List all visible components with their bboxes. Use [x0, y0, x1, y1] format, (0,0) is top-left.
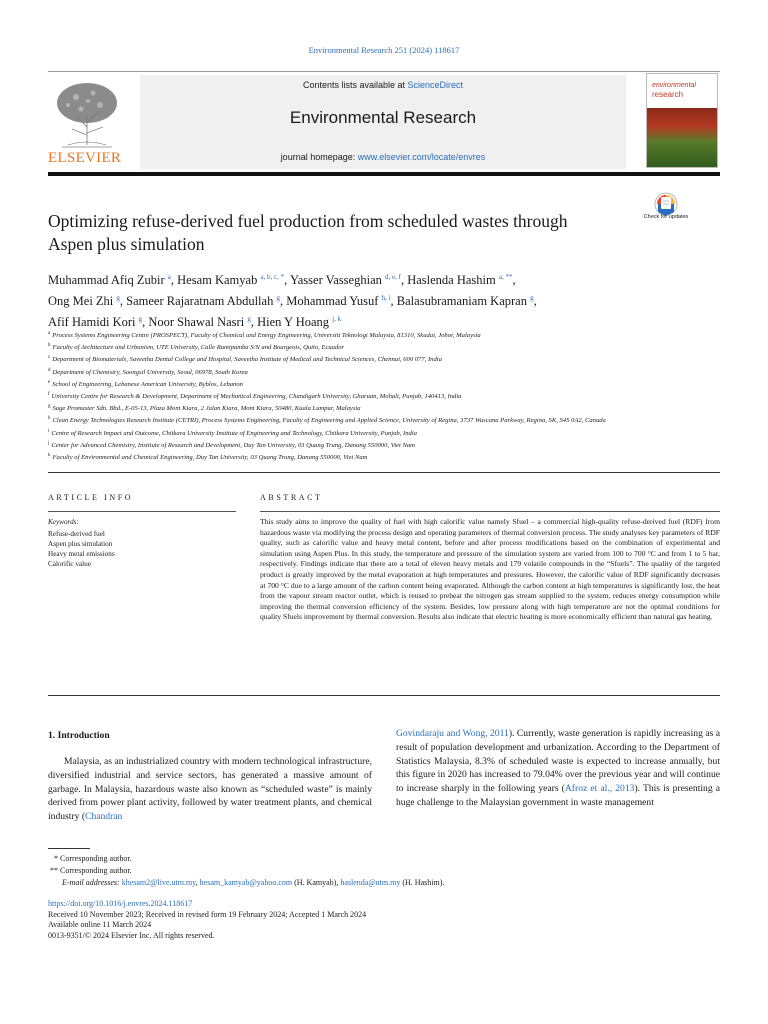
available-online: Available online 11 March 2024 [48, 920, 152, 929]
intro-left-text: Malaysia, as an industrialized country with modern technological infrastructure, diversified industrial and service sectors, has generated a massive amount of garbage. In Malaysia, hazardous waste also known as “scheduled waste” is mainly derived from power plant activity, followed by water treatment plants, and chemical industry ( [48, 756, 372, 823]
title-line-2: Aspen plus simulation [48, 234, 205, 254]
affiliation-text: School of Engineering, Lebanese American University, Byblos, Lebanon [52, 380, 243, 388]
author-name: Balasubramaniam Kapran [396, 294, 527, 309]
affiliation-text: Clean Energy Technologies Research Institute (CETRI), Process Systems Engineering, Faculty of Engineering and Applied Science, University of Regina, 3737 Wascana Parkway, Regina, SK, S4S 0A2, Canada [52, 417, 606, 425]
affiliation-mark: b [48, 343, 51, 349]
affiliation-mark: j [48, 440, 50, 446]
affiliation-mark: g [48, 404, 51, 410]
journal-title: Environmental Research [289, 108, 477, 127]
intro-right-column [396, 727, 720, 810]
citation-link-afroz[interactable]: Afroz et al., 2013 [564, 783, 635, 795]
footnotes [48, 853, 444, 889]
author-separator: , [119, 294, 127, 309]
keywords-label: Keywords: [48, 518, 79, 526]
author-name: Afif Hamidi Kori [48, 315, 136, 330]
introduction-heading: 1. Introduction [48, 730, 110, 741]
keyword-item: Heavy metal emissions [48, 550, 115, 558]
affiliation-mark: k [48, 452, 51, 458]
affiliation-item [48, 427, 720, 439]
affiliation-text: Department of Chemistry, Soongsil University, Seoul, 06978, South Korea [52, 368, 248, 376]
affiliation-text: Faculty of Architecture and Urbanism, UTE University, Calle Rumipamba S/N and Bourgeois, Quito, Ecuador [52, 344, 345, 352]
homepage-prefix: journal homepage: [280, 152, 358, 162]
copyright: 0013-9351/© 2024 Elsevier Inc. All rights reserved. [48, 930, 215, 940]
intro-right-text-1: ). Currently, waste generation is rapidly increasing as a result of population development and urbanization. According to the Department of Statistics Malaysia, 8.3% of scheduled waste is expected to increase annually, but this figure in 2020 has increased to 79.04% over the previous year and will continue to increase sharply in the following years ( [396, 728, 720, 795]
corresponding-author-note-1: * Corresponding author. [54, 854, 132, 863]
affiliation-text: Center for Advanced Chemistry, Institute of Research and Development, Duy Tan University, 03 Quang Trung, Danang 550000, Viet Nam [51, 441, 415, 449]
affiliation-item [48, 439, 720, 451]
affiliation-item [48, 451, 720, 463]
affiliation-mark: d [48, 367, 51, 373]
affiliations-divider [48, 472, 720, 473]
affiliation-mark: a [48, 331, 51, 336]
abstract-rule [260, 511, 720, 512]
author-separator: , [390, 294, 397, 309]
affiliation-item [48, 329, 720, 341]
contents-prefix: Contents lists available at [302, 80, 408, 90]
author-separator: , [279, 294, 287, 309]
email-link-2[interactable]: hesam_kamyab@yahoo.com [199, 878, 293, 887]
affiliation-text: Process Systems Engineering Centre (PROSPECT), Faculty of Chemical and Energy Engineering, Universiti Teknologi Malaysia, 81310, Skudai, Johor, Malaysia [52, 332, 481, 340]
intro-left-column [48, 755, 372, 824]
citation-link-chandran[interactable]: Chandran [85, 811, 123, 823]
homepage-line [140, 152, 626, 162]
author-separator: , [400, 273, 408, 288]
check-for-updates-icon[interactable] [646, 192, 686, 228]
author-affiliation-mark[interactable]: a, ** [498, 273, 513, 281]
check-for-updates-label: Check for updates [643, 214, 689, 220]
journal-cover-thumbnail[interactable] [646, 73, 718, 168]
author-affiliation-mark[interactable]: d, e, f [385, 273, 401, 281]
journal-homepage-link[interactable]: www.elsevier.com/locate/envres [357, 152, 486, 162]
email-link-1[interactable]: khesam2@live.utm.my [121, 878, 196, 887]
affiliation-text: Faculty of Environmental and Chemical Engineering, Duy Tan University, 03 Quang Trung, Danang 550000, Viet Nam [52, 454, 368, 462]
email-label: E-mail addresses: [62, 878, 122, 887]
affiliation-text: Centre of Research Impact and Outcome, Chitkara University Institute of Engineering and Technology, Chitkara University, Punjab, India [51, 429, 417, 437]
affiliation-text: Sage Promaster Sdn. Bhd., E-05-13, Plaza Mont Kiara, 2 Jalan Kiara, Mont Kiara, 50480, Kuala Lumpur, Malaysia [52, 405, 361, 413]
abstract-divider [48, 695, 720, 696]
author-name: Haslenda Hashim [407, 273, 496, 288]
affiliation-mark: e [48, 379, 51, 385]
affiliation-mark: i [48, 428, 50, 434]
keywords-list [48, 529, 115, 569]
elsevier-wordmark: ELSEVIER [48, 150, 122, 166]
affiliation-text: Department of Biomaterials, Saveetha Dental College and Hospital, Saveetha Institute of Medical and Technical Sciences, Chennai, 600 077, India [52, 356, 442, 364]
intro-right-text-2: ). This is presenting a huge challenge to the Malaysian government in waste management [396, 783, 720, 808]
cover-image [647, 108, 717, 168]
author-name: Hesam Kamyab [177, 273, 258, 288]
corresponding-author-note-2: ** Corresponding author. [50, 866, 132, 875]
author-name: Hien Y Hoang [257, 315, 330, 330]
author-separator: , [142, 315, 149, 330]
journal-citation-link[interactable]: Environmental Research 251 (2024) 118617 [308, 45, 460, 55]
title-line-1: Optimizing refuse-derived fuel production from scheduled wastes through [48, 211, 568, 231]
author-affiliation-mark[interactable]: g [530, 294, 534, 303]
author-separator: , [284, 273, 290, 288]
affiliation-mark: h [48, 416, 51, 422]
author-affiliation-mark[interactable]: g [247, 315, 251, 324]
author-name: Yasser Vasseghian [289, 273, 382, 288]
affiliation-mark: c [48, 355, 51, 361]
affiliation-item [48, 353, 720, 365]
email-2-suffix: (H. Kamyab), [292, 878, 341, 887]
author-separator: , [250, 315, 258, 330]
author-name: Ong Mei Zhi [48, 294, 114, 309]
keyword-item: Aspen plus simulation [48, 540, 113, 548]
author-separator: , [170, 273, 178, 288]
affiliation-mark: f [48, 391, 50, 397]
affiliation-item [48, 341, 720, 353]
author-affiliation-mark[interactable]: g [276, 294, 280, 303]
keyword-item: Refuse-derived fuel [48, 530, 105, 538]
article-info-heading: ARTICLE INFO [48, 493, 134, 502]
affiliation-text: University Centre for Research & Development, Department of Mechanical Engineering, Chandigarh University, Gharuan, Mohali, Punjab, 140413, India [51, 393, 462, 401]
affiliation-item [48, 402, 720, 414]
affiliation-item [48, 414, 720, 426]
email-3-suffix: (H. Hashim). [400, 878, 445, 887]
affiliation-item [48, 366, 720, 378]
author-line-2 [48, 289, 720, 310]
author-affiliation-mark[interactable]: h, i [381, 294, 391, 303]
author-list [48, 268, 720, 331]
author-separator: , [512, 273, 516, 288]
author-line-1 [48, 268, 720, 289]
cover-title-line2: research [652, 90, 684, 99]
article-footer [48, 899, 366, 941]
author-name: Sameer Rajaratnam Abdullah [126, 294, 274, 309]
keyword-item: Calorific value [48, 560, 91, 568]
author-affiliation-mark[interactable]: a, b, c, * [260, 273, 285, 281]
affiliation-list [48, 329, 720, 463]
author-affiliation-mark[interactable]: g [138, 315, 143, 324]
author-separator: , [533, 294, 537, 309]
doi-link[interactable]: https://doi.org/10.1016/j.envres.2024.118617 [48, 899, 193, 908]
abstract-heading: ABSTRACT [260, 493, 323, 502]
masthead-bottom-bar [48, 172, 720, 176]
received-dates: Received 10 November 2023; Received in revised form 19 February 2024; Accepted 1 March 2024 [48, 909, 367, 919]
masthead-top-rule [48, 71, 720, 72]
affiliation-item [48, 390, 720, 402]
author-affiliation-mark[interactable]: g [116, 294, 120, 303]
email-addresses: E-mail addresses: khesam2@live.utm.my, hesam_kamyab@yahoo.com (H. Kamyab), haslenda@utm.my (H. Hashim). [62, 878, 445, 887]
email-link-3[interactable]: haslenda@utm.my [340, 878, 401, 887]
cover-title-line1: environmental [652, 82, 696, 89]
contents-line [140, 80, 626, 90]
article-info-rule [48, 511, 236, 512]
affiliation-item [48, 378, 720, 390]
author-affiliation-mark[interactable]: a [167, 273, 171, 281]
sciencedirect-link[interactable]: ScienceDirect [407, 80, 464, 90]
author-name: Mohammad Yusuf [286, 294, 379, 309]
author-name: Muhammad Afiq Zubir [48, 273, 165, 288]
footnote-rule [48, 848, 90, 849]
author-name: Noor Shawal Nasri [148, 315, 245, 330]
citation-link-govindaraju[interactable]: Govindaraju and Wong, 2011 [396, 728, 509, 739]
article-title [48, 210, 638, 256]
abstract-text: This study aims to improve the quality of fuel with high calorific value namely Sfuel – a commercial high-quality refuse-derived fuel (RDF) from hazardous waste via modifying the process design and operating parameters of thermal conversion process. The study analyses key parameters of RDF quality, such as calorific value and heavy metal content, before and after process modifications based on the combination of experimental and simulation using Aspen Plus. In this study, the temperature and pressure of the simulation system are varied from 100 to 700 °C and from 1 to 5 bar, respectively. Findings indicate that there are a total of eleven heavy metals and 179 volatile compounds in the “Sfuels”. The quality of the targeted product is greatly improved by the metal evaporation at high temperatures and pressures. However, the calorific value of RDF significantly decreases at 700 °C due to a large amount of the carbon content being evaporated. Although the carbon content at high temperatures is significantly lost, the heat from the vapour stream reactor outlet, which is reused to preheat the nitrogen gas stream supplied to the system, reduces energy consumption while improving the thermal conversion efficiency of the system. Besides, low pressure along with high temperature are not the optimal conditions for quality Sfuels improvement by thermal conversion. Results also indicate that electric heating is more economically efficient than natural gas heating. [260, 517, 720, 622]
author-affiliation-mark[interactable]: j, k [332, 315, 342, 324]
